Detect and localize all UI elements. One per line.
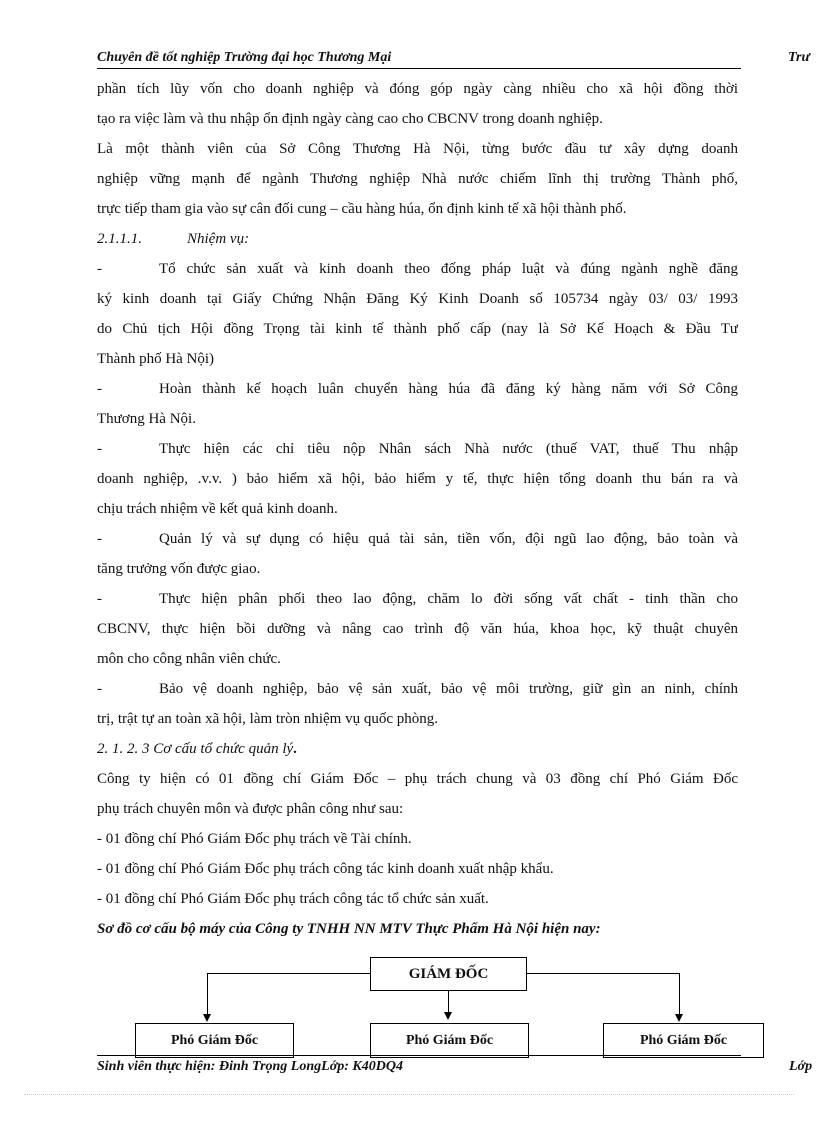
list-dash: - <box>97 441 102 457</box>
section-title: Nhiệm vụ: <box>187 231 250 247</box>
list-dash: - <box>97 261 102 277</box>
footer-student: Sinh viên thực hiện: Đinh Trọng LongLớp: K40DQ4 <box>97 1059 403 1074</box>
paragraph-line: chịu trách nhiệm về kết quả kinh doanh. <box>97 501 338 517</box>
paragraph-line: phần tích lũy vốn cho doanh nghiệp và đóng góp ngày càng nhiều cho xã hội đồng thời <box>97 81 738 97</box>
deputy-box-right: Phó Giám Đốc <box>603 1023 764 1058</box>
list-item: - Thực hiện phân phối theo lao động, chăm lo đời sống vất chất - tinh thần cho <box>97 584 738 614</box>
arrow-down-icon <box>203 1014 211 1022</box>
connector-line <box>448 991 449 1013</box>
section-heading-structure: 2. 1. 2. 3 Cơ cấu tổ chức quản lý. <box>97 741 297 757</box>
deputy-item: - 01 đồng chí Phó Giám Đốc phụ trách về Tài chính. <box>97 831 412 847</box>
paragraph-line: tăng trưởng vốn được giao. <box>97 561 261 577</box>
footer-rule <box>97 1055 741 1056</box>
director-box: GIÁM ĐỐC <box>370 957 527 991</box>
paragraph-line: nghiệp vững mạnh để ngành Thương nghiệp Nhà nước chiếm lĩnh thị trường Thành phố, <box>97 171 738 187</box>
paragraph-line: Công ty hiện có 01 đồng chí Giám Đốc – phụ trách chung và 03 đồng chí Phó Giám Đốc <box>97 771 738 787</box>
paragraph-line: trực tiếp tham gia vào sự cân đối cung – cầu hàng húa, ổn định kinh tế xã hội thành phố. <box>97 201 627 217</box>
paragraph-line: Thành phố Hà Nội) <box>97 351 215 367</box>
paragraph-line: Là một thành viên của Sở Công Thương Hà Nội, từng bước đầu tư xây dựng doanh <box>97 141 738 157</box>
header-right-fragment: Trư <box>788 50 810 65</box>
paragraph-line: CBCNV, thực hiện bồi dưỡng và nâng cao trình độ văn húa, khoa học, kỹ thuật chuyên <box>97 621 738 637</box>
paragraph-line: trị, trật tự an toàn xã hội, làm tròn nhiệm vụ quốc phòng. <box>97 711 438 727</box>
paragraph-line: môn cho công nhân viên chức. <box>97 651 281 667</box>
paragraph-line: ký kinh doanh tại Giấy Chứng Nhận Đăng Ký Kinh Doanh số 105734 ngày 03/ 03/ 1993 <box>97 291 738 307</box>
deputy-item: - 01 đồng chí Phó Giám Đốc phụ trách công tác tổ chức sản xuất. <box>97 891 489 907</box>
footer-right-fragment: Lớp <box>789 1059 813 1074</box>
deputy-box-center: Phó Giám Đốc <box>370 1023 529 1058</box>
deputy-item: - 01 đồng chí Phó Giám Đốc phụ trách công tác kinh doanh xuất nhập khẩu. <box>97 861 554 877</box>
list-item: - Bảo vệ doanh nghiệp, bảo vệ sản xuất, bảo vệ môi trường, giữ gìn an ninh, chính <box>97 674 738 704</box>
paragraph-line: tạo ra việc làm và thu nhập ổn định ngày càng cao cho CBCNV trong doanh nghiệp. <box>97 111 603 127</box>
footer-class: Lớp: K40DQ4 <box>321 1059 403 1074</box>
connector-line <box>207 973 208 1017</box>
list-item: - Hoàn thành kế hoạch luân chuyển hàng húa đã đăng ký hàng năm với Sở Công <box>97 374 738 404</box>
list-dash: - <box>97 591 102 607</box>
deputy-box-left: Phó Giám Đốc <box>135 1023 294 1058</box>
section-heading-duties <box>97 224 738 254</box>
list-item: - Tổ chức sản xuất và kinh doanh theo đống pháp luật và đúng ngành nghề đăng <box>97 254 738 284</box>
list-item: - Quản lý và sự dụng có hiệu quả tài sản, tiền vốn, đội ngũ lao động, bảo toàn và <box>97 524 738 554</box>
page-bottom-divider <box>24 1094 794 1095</box>
header-rule <box>97 68 741 69</box>
arrow-down-icon <box>444 1012 452 1020</box>
paragraph-line: doanh nghiệp, .v.v. ) bảo hiểm xã hội, bảo hiểm y tế, thực hiện tổng doanh thu bán ra và <box>97 471 738 487</box>
connector-line <box>207 973 370 974</box>
paragraph-line: Thương Hà Nội. <box>97 411 196 427</box>
paragraph-line: phụ trách chuyên môn và được phân công như sau: <box>97 801 404 817</box>
list-dash: - <box>97 681 102 697</box>
list-dash: - <box>97 531 102 547</box>
connector-line <box>527 973 679 974</box>
section-number: 2.1.1.1. <box>97 231 142 247</box>
list-item: - Thực hiện các chỉ tiêu nộp Nhân sách Nhà nước (thuế VAT, thuế Thu nhập <box>97 434 738 464</box>
connector-line <box>679 973 680 1017</box>
list-dash: - <box>97 381 102 397</box>
arrow-down-icon <box>675 1014 683 1022</box>
paragraph-line: do Chủ tịch Hội đồng Trọng tài kinh tế thành phố cấp (nay là Sở Kế Hoạch & Đầu Tư <box>97 321 738 337</box>
diagram-caption: Sơ đồ cơ cấu bộ máy của Công ty TNHH NN MTV Thực Phẩm Hà Nội hiện nay: <box>97 921 601 937</box>
document-body <box>97 74 738 944</box>
header-title: Chuyên đề tốt nghiệp Trường đại học Thương Mại <box>97 50 392 65</box>
